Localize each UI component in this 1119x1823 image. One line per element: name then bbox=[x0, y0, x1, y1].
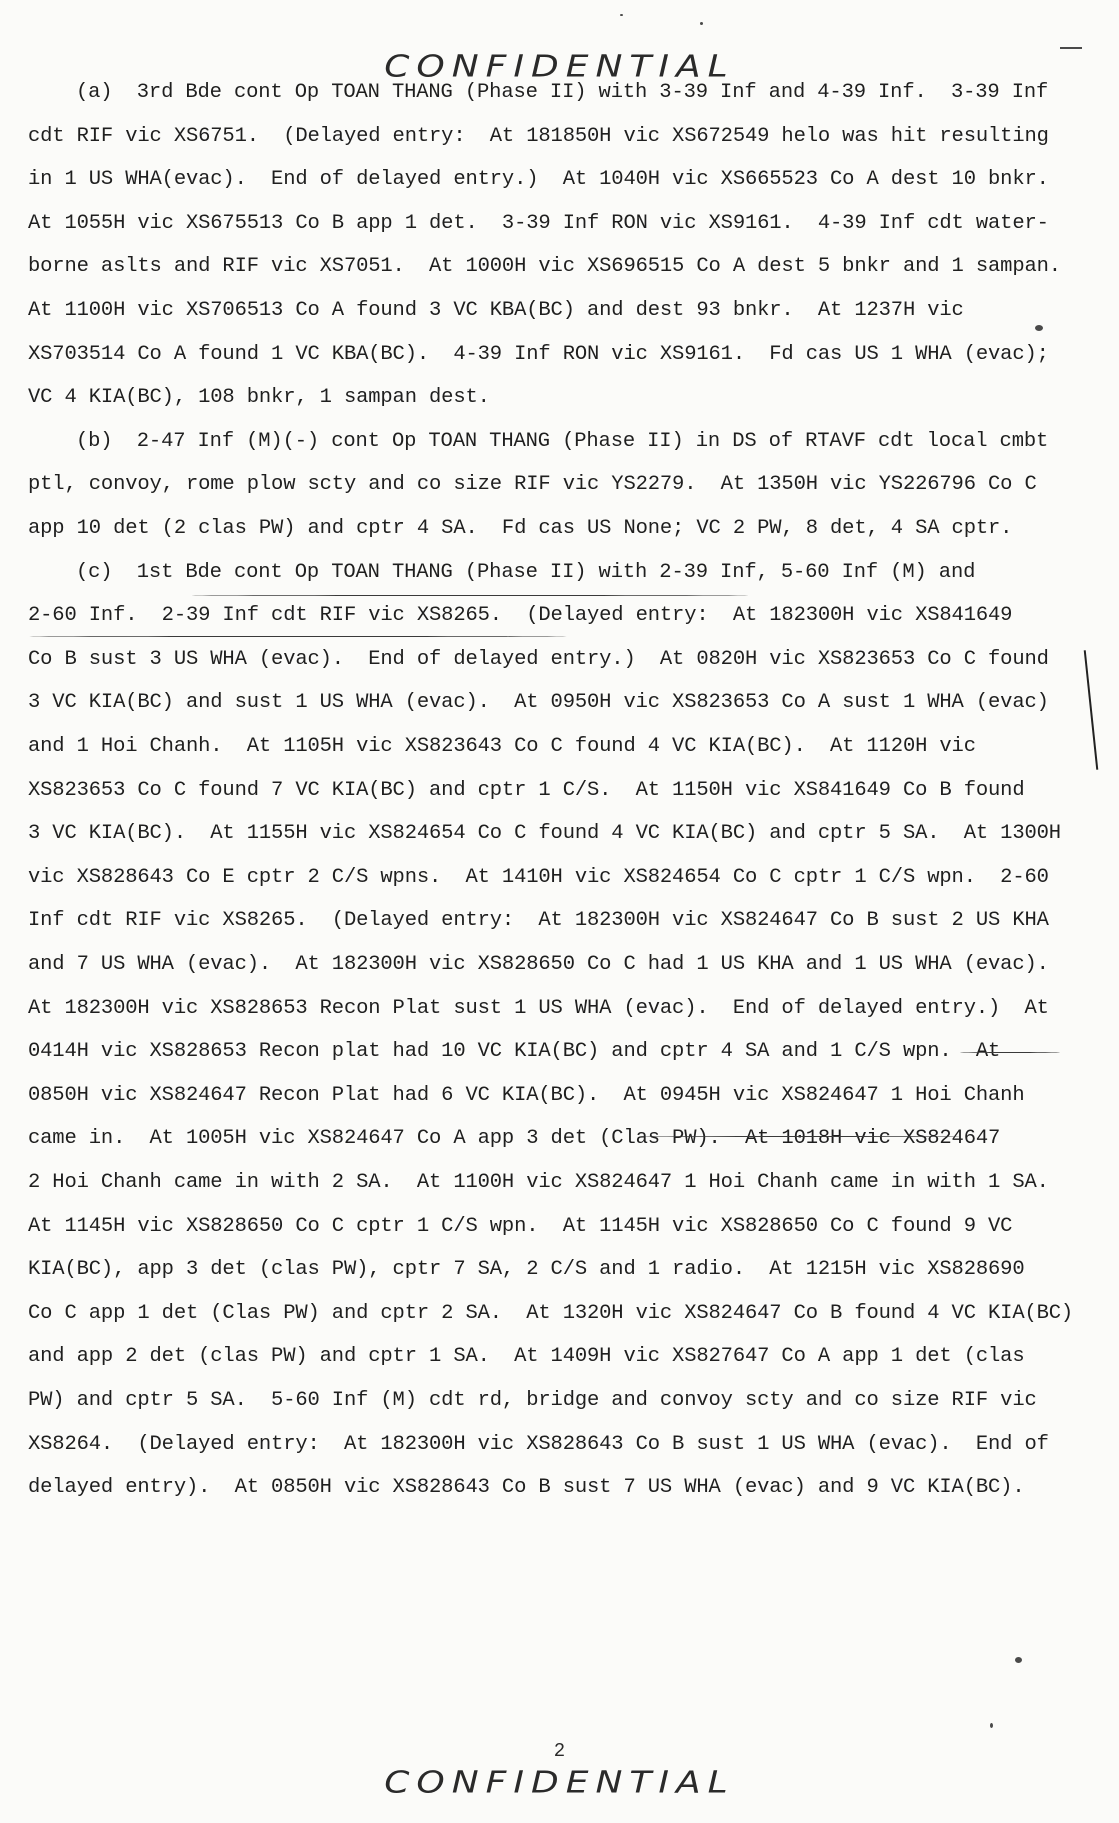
text-line: 2 Hoi Chanh came in with 2 SA. At 1100H vic XS824647 1 Hoi Chanh came in with 1 SA. bbox=[28, 1171, 1049, 1194]
text-line: KIA(BC), app 3 det (clas PW), cptr 7 SA, 2 C/S and 1 radio. At 1215H vic XS828690 bbox=[28, 1258, 1025, 1282]
classification-stamp-top: CONFIDENTIAL bbox=[384, 49, 735, 84]
text-line: 0850H vic XS824647 Recon Plat had 6 VC KIA(BC). At 0945H vic XS824647 1 Hoi Chanh bbox=[28, 1083, 1025, 1107]
pen-underline bbox=[190, 595, 750, 596]
text-line: and 7 US WHA (evac). At 182300H vic XS828650 Co C had 1 US KHA and 1 US WHA (evac). bbox=[28, 953, 1049, 976]
text-line: At 1145H vic XS828650 Co C cptr 1 C/S wpn. At 1145H vic XS828650 Co C found 9 VC bbox=[28, 1214, 1013, 1238]
text-line: (b) 2-47 Inf (M)(-) cont Op TOAN THANG (Phase II) in DS of RTAVF cdt local cmbt bbox=[76, 429, 1049, 453]
text-line: At 1055H vic XS675513 Co B app 1 det. 3-39 Inf RON vic XS9161. 4-39 Inf cdt water- bbox=[28, 211, 1049, 235]
text-line: 0414H vic XS828653 Recon plat had 10 VC KIA(BC) and cptr 4 SA and 1 C/S wpn. At bbox=[28, 1040, 1001, 1064]
pen-underline bbox=[28, 636, 568, 637]
text-line: ptl, convoy, rome plow scty and co size RIF vic YS2279. At 1350H vic YS226796 Co C bbox=[28, 473, 1037, 497]
scan-speck bbox=[1035, 325, 1043, 331]
text-line: XS8264. (Delayed entry: At 182300H vic XS828643 Co B sust 1 US WHA (evac). End of bbox=[28, 1432, 1049, 1456]
scan-speck bbox=[620, 14, 623, 16]
text-line: At 1100H vic XS706513 Co A found 3 VC KBA(BC) and dest 93 bnkr. At 1237H vic bbox=[28, 299, 964, 322]
scan-speck bbox=[1015, 1657, 1022, 1663]
text-line: Co C app 1 det (Clas PW) and cptr 2 SA. At 1320H vic XS824647 Co B found 4 VC KIA(BC) bbox=[28, 1301, 1074, 1325]
text-line: (c) 1st Bde cont Op TOAN THANG (Phase II) with 2-39 Inf, 5-60 Inf (M) and bbox=[76, 560, 976, 584]
page-number: 2 bbox=[553, 1740, 566, 1762]
text-line: and app 2 det (clas PW) and cptr 1 SA. At 1409H vic XS827647 Co A app 1 det (clas bbox=[28, 1345, 1025, 1369]
text-line: and 1 Hoi Chanh. At 1105H vic XS823643 Co C found 4 VC KIA(BC). At 1120H vic bbox=[28, 735, 976, 758]
text-line: 3 VC KIA(BC) and sust 1 US WHA (evac). At 0950H vic XS823653 Co A sust 1 WHA (evac) bbox=[28, 691, 1049, 715]
text-line: At 182300H vic XS828653 Recon Plat sust 1 US WHA (evac). End of delayed entry.) At bbox=[28, 996, 1049, 1020]
text-line: in 1 US WHA(evac). End of delayed entry.) At 1040H vic XS665523 Co A dest 10 bnkr. bbox=[28, 168, 1049, 192]
margin-mark bbox=[1084, 650, 1099, 770]
text-line: cdt RIF vic XS6751. (Delayed entry: At 181850H vic XS672549 helo was hit resulting bbox=[28, 124, 1049, 148]
text-line: VC 4 KIA(BC), 108 bnkr, 1 sampan dest. bbox=[28, 386, 490, 410]
text-line: PW) and cptr 5 SA. 5-60 Inf (M) cdt rd, bridge and convoy scty and co size RIF vic bbox=[28, 1389, 1037, 1412]
text-line: 3 VC KIA(BC). At 1155H vic XS824654 Co C found 4 VC KIA(BC) and cptr 5 SA. At 1300H bbox=[28, 822, 1061, 846]
text-line: Co B sust 3 US WHA (evac). End of delayed entry.) At 0820H vic XS823653 Co C found bbox=[28, 647, 1049, 671]
classification-stamp-bottom: CONFIDENTIAL bbox=[384, 1765, 735, 1800]
pen-underline bbox=[960, 1052, 1060, 1053]
scan-speck bbox=[990, 1723, 993, 1728]
text-line: Inf cdt RIF vic XS8265. (Delayed entry: At 182300H vic XS824647 Co B sust 2 US KHA bbox=[28, 909, 1049, 933]
text-line: (a) 3rd Bde cont Op TOAN THANG (Phase II) with 3-39 Inf and 4-39 Inf. 3-39 Inf bbox=[76, 81, 1049, 104]
text-line: borne aslts and RIF vic XS7051. At 1000H vic XS696515 Co A dest 5 bnkr and 1 sampan. bbox=[28, 255, 1061, 279]
pen-underline bbox=[640, 1136, 960, 1137]
scan-speck bbox=[700, 22, 703, 25]
text-line: 2-60 Inf. 2-39 Inf cdt RIF vic XS8265. (Delayed entry: At 182300H vic XS841649 bbox=[28, 604, 1013, 628]
text-line: delayed entry). At 0850H vic XS828643 Co B sust 7 US WHA (evac) and 9 VC KIA(BC). bbox=[28, 1476, 1025, 1500]
text-line: came in. At 1005H vic XS824647 Co A app 3 det (Clas PW). At 1018H vic XS824647 bbox=[28, 1127, 1001, 1151]
text-line: XS703514 Co A found 1 VC KBA(BC). 4-39 Inf RON vic XS9161. Fd cas US 1 WHA (evac); bbox=[28, 342, 1049, 366]
text-line: XS823653 Co C found 7 VC KIA(BC) and cptr 1 C/S. At 1150H vic XS841649 Co B found bbox=[28, 778, 1025, 802]
text-line: vic XS828643 Co E cptr 2 C/S wpns. At 1410H vic XS824654 Co C cptr 1 C/S wpn. 2-60 bbox=[28, 865, 1049, 889]
text-line: app 10 det (2 clas PW) and cptr 4 SA. Fd cas US None; VC 2 PW, 8 det, 4 SA cptr. bbox=[28, 517, 1013, 540]
scan-speck bbox=[1060, 47, 1082, 49]
